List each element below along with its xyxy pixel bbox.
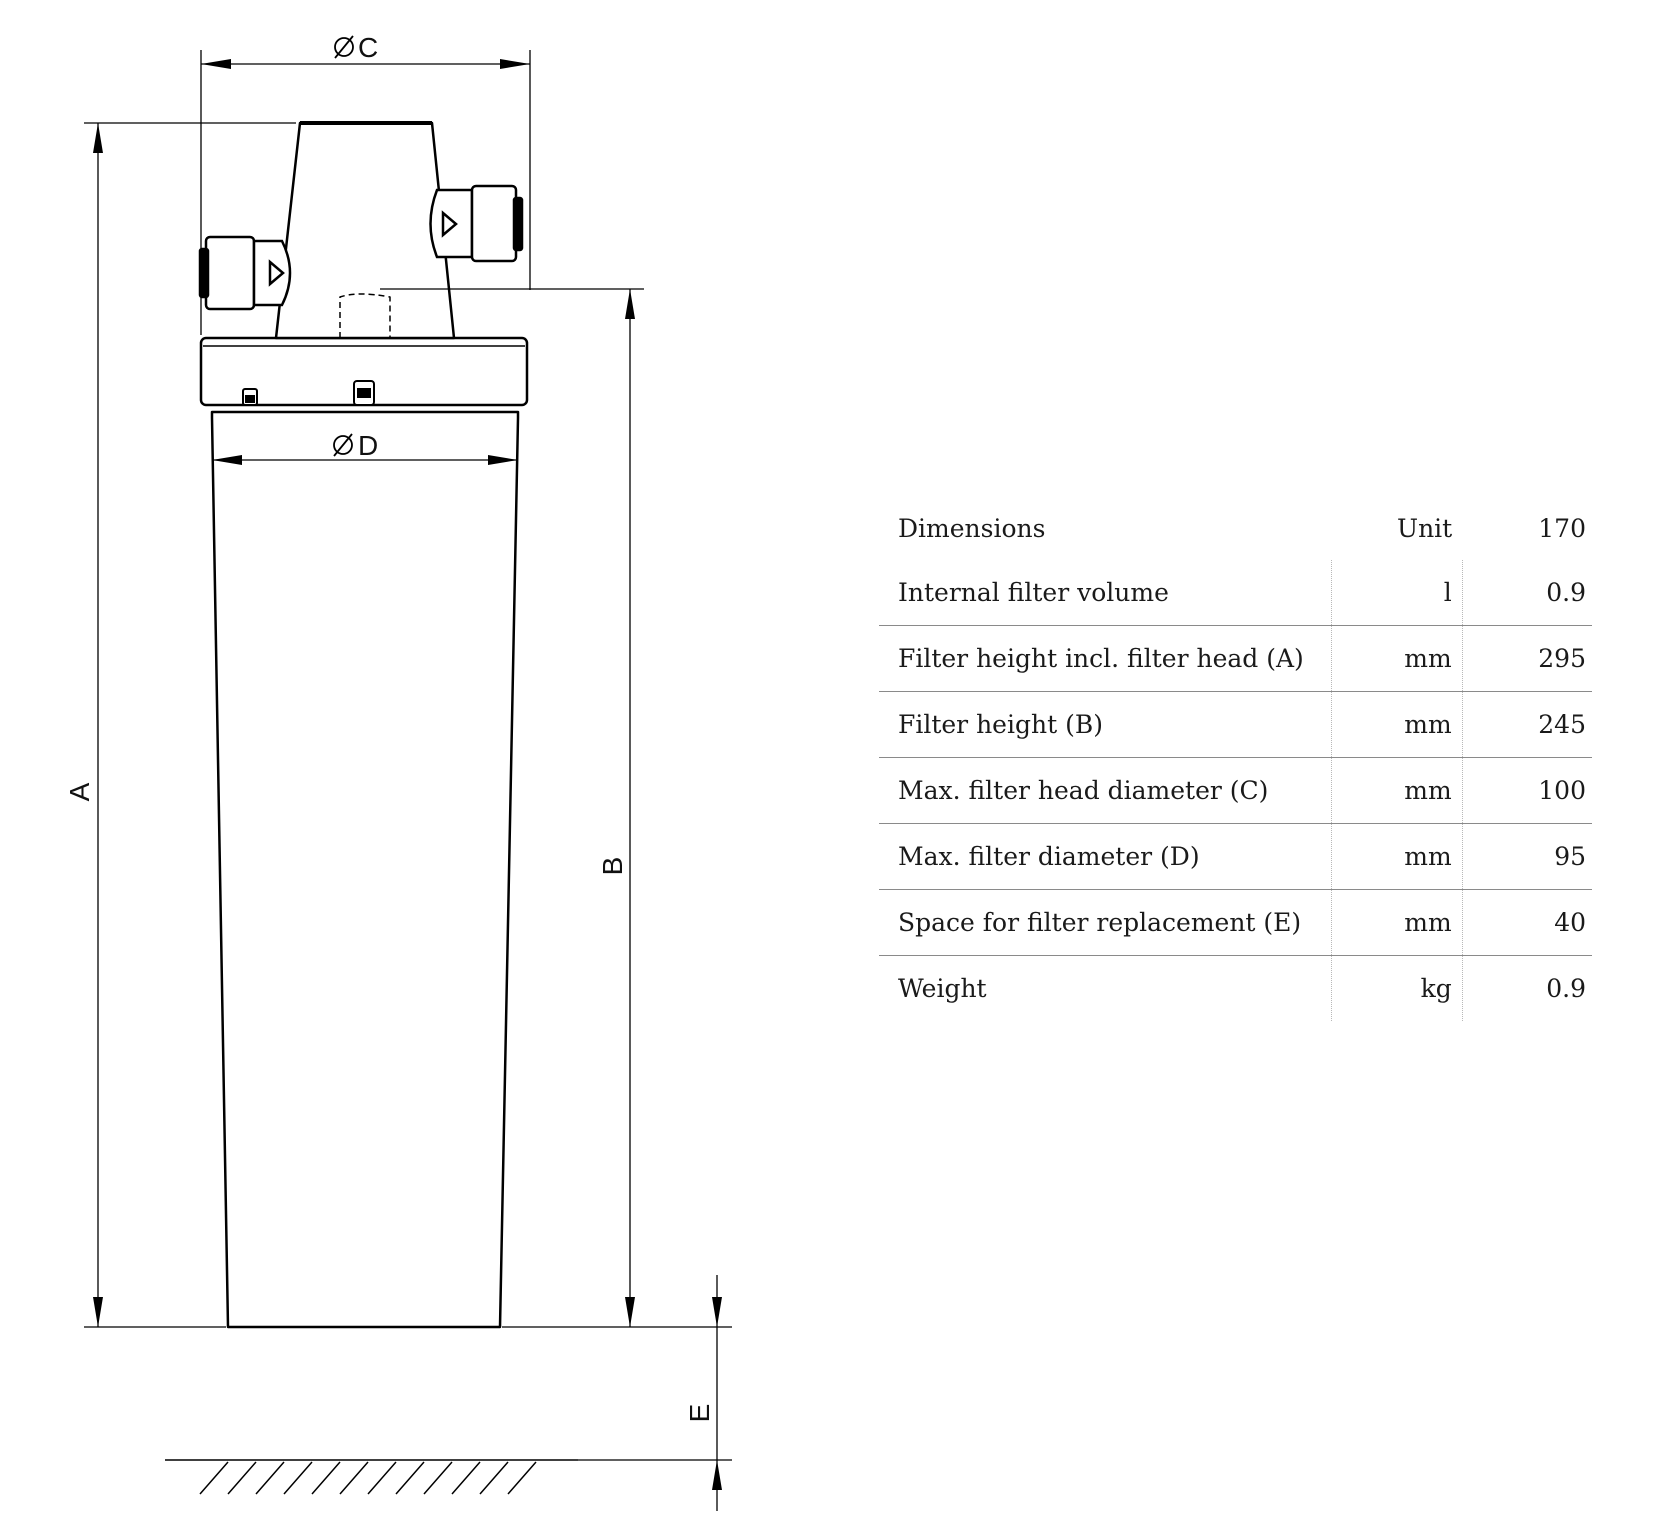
- table-row: [879, 824, 1592, 890]
- floor-hatching: [165, 1460, 578, 1494]
- header-unit: Unit: [1397, 513, 1453, 543]
- row-name: Max. filter head diameter (C): [879, 758, 1331, 824]
- row-value: 245: [1462, 692, 1592, 758]
- table-row: [879, 560, 1592, 626]
- row-unit: mm: [1331, 758, 1462, 824]
- table-row: [879, 758, 1592, 824]
- header-dimensions: Dimensions: [898, 513, 1046, 543]
- label-a: A: [64, 782, 95, 802]
- label-b: B: [597, 856, 628, 876]
- table-row: [879, 626, 1592, 692]
- row-unit: kg: [1331, 956, 1462, 1022]
- row-unit: mm: [1331, 824, 1462, 890]
- dimensions-table: [879, 496, 1592, 1021]
- inlet-fitting: [200, 237, 290, 309]
- row-value: 0.9: [1462, 956, 1592, 1022]
- filter-head: [276, 123, 454, 338]
- row-name: Weight: [898, 974, 987, 1003]
- row-name: Max. filter diameter (D): [879, 824, 1331, 890]
- row-unit: mm: [1331, 890, 1462, 956]
- table-row: [879, 956, 1592, 1022]
- row-unit: l: [1331, 560, 1462, 626]
- row-name: Filter height (B): [879, 692, 1331, 758]
- row-value: 0.9: [1462, 560, 1592, 626]
- row-unit: mm: [1331, 626, 1462, 692]
- table-row: [879, 692, 1592, 758]
- row-value: 295: [1462, 626, 1592, 692]
- table-header-row: [879, 496, 1592, 560]
- label-d: D: [358, 430, 379, 461]
- table-row: [879, 890, 1592, 956]
- outlet-fitting: [431, 186, 523, 261]
- row-name: Internal filter volume: [879, 560, 1331, 626]
- label-e: E: [684, 1403, 715, 1423]
- header-model: 170: [1538, 513, 1586, 543]
- row-value: 40: [1462, 890, 1592, 956]
- label-c: C: [358, 32, 379, 63]
- row-unit: mm: [1331, 692, 1462, 758]
- row-value: 100: [1462, 758, 1592, 824]
- row-value: 95: [1462, 824, 1592, 890]
- row-name: Space for filter replacement (E): [879, 890, 1331, 956]
- filter-cartridge: [212, 412, 518, 1327]
- row-name: Filter height incl. filter head (A): [879, 626, 1331, 692]
